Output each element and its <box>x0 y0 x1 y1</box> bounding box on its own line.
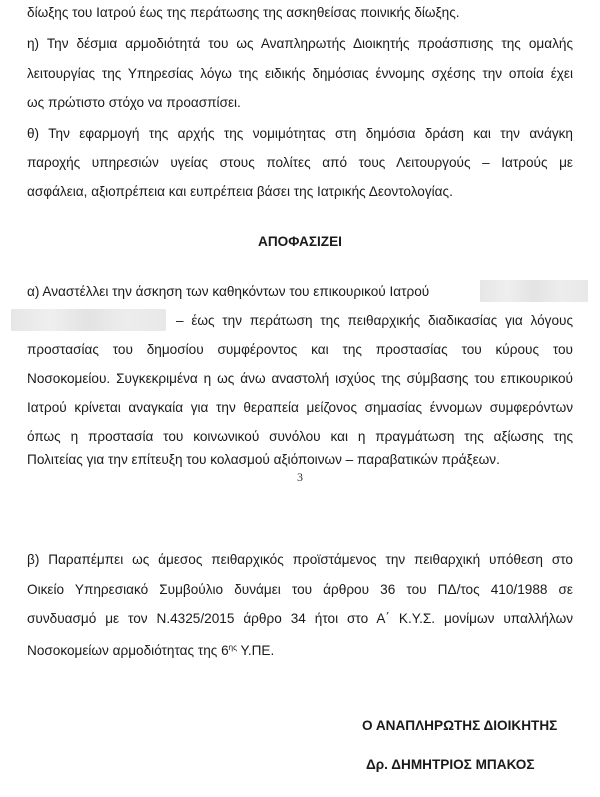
clause-theta-line-2: παροχής υπηρεσιών υγείας στους πολίτες από τους Λειτουργούς – Ιατρούς με <box>27 155 573 170</box>
clause-eta-line-3: ως πρώτιστο στόχο να προασπίσει. <box>27 95 241 110</box>
clause-beta-line-1: β) Παραπέμπει ως άμεσος πειθαρχικός προϊστάμενος την πειθαρχική υπόθεση στο <box>27 552 573 567</box>
signature-title: Ο ΑΝΑΠΛΗΡΩΤΗΣ ΔΙΟΙΚΗΤΗΣ <box>362 718 558 733</box>
redacted-name-part-1 <box>480 280 588 302</box>
page-number: 3 <box>297 470 303 484</box>
clause-alpha-line-3: προστασίας του δημοσίου συμφέροντος και της προστασίας του κύρους του <box>27 342 573 357</box>
clause-beta-last-suffix: Υ.ΠΕ. <box>236 643 275 658</box>
clause-eta-line-1: η) Την δέσμια αρμοδιότητά του ως Αναπληρωτής Διοικητής προάσπισης της ομαλής <box>27 36 573 51</box>
clause-eta-line-2: λειτουργίας της Υπηρεσίας λόγω της ειδικής δημόσιας έννομης σχέσης την οποία έχει <box>27 66 573 81</box>
clause-beta-line-2: Οικείο Υπηρεσιακό Συμβούλιο δυνάμει του άρθρου 36 του ΠΔ/τος 410/1988 σε <box>27 582 573 597</box>
intro-tail-text: δίωξης του Ιατρού έως της περάτωσης της ασκηθείσας ποινικής δίωξης. <box>27 5 460 20</box>
clause-beta-line-4 <box>27 640 573 659</box>
clause-alpha-line-5: Ιατρού κρίνεται αναγκαία για την θεραπεία μείζονος σημασίας έννομων συμφερόντων <box>27 400 573 415</box>
redacted-name-part-2 <box>11 309 166 331</box>
clause-alpha-line-1 <box>27 284 573 300</box>
clause-theta-line-3: ασφάλεια, αξιοπρέπεια και ευπρέπεια βάσει της Ιατρικής Δεοντολογίας. <box>27 184 453 199</box>
clause-alpha-text-1: α) Αναστέλλει την άσκηση των καθηκόντων του επικουρικού Ιατρού <box>27 284 430 299</box>
clause-beta-last-prefix: Νοσοκομείων αρμοδιότητας της 6 <box>27 643 229 658</box>
clause-alpha-line-6: όπως η προστασία του κοινωνικού συνόλου και η πραγμάτωση της αξίωσης της <box>27 429 573 444</box>
clause-alpha-line-7: Πολιτείας για την επίτευξη του κολασμού αξιόποινων – παραβατικών πράξεων. <box>27 452 500 467</box>
clause-theta-line-1: θ) Την εφαρμογή της αρχής της νομιμότητας στη δημόσια δράση και την ανάγκη <box>27 126 573 141</box>
decision-heading: ΑΠΟΦΑΣΙΖΕΙ <box>258 234 342 249</box>
clause-alpha-text-2: – έως την περάτωση της πειθαρχικής διαδικασίας για λόγους <box>176 313 573 328</box>
clause-alpha-line-4: Νοσοκομείου. Συγκεκριμένα η ως άνω αναστολή ισχύος της σύμβασης του επικουρικού <box>27 371 573 386</box>
ordinal-superscript: ης <box>228 643 237 652</box>
signature-name: Δρ. ΔΗΜΗΤΡΙΟΣ ΜΠΑΚΟΣ <box>366 757 535 772</box>
clause-beta-line-3: συνδυασμό με τον Ν.4325/2015 άρθρο 34 ήτοι στο Α΄ Κ.Υ.Σ. μονίμων υπαλλήλων <box>27 611 573 626</box>
